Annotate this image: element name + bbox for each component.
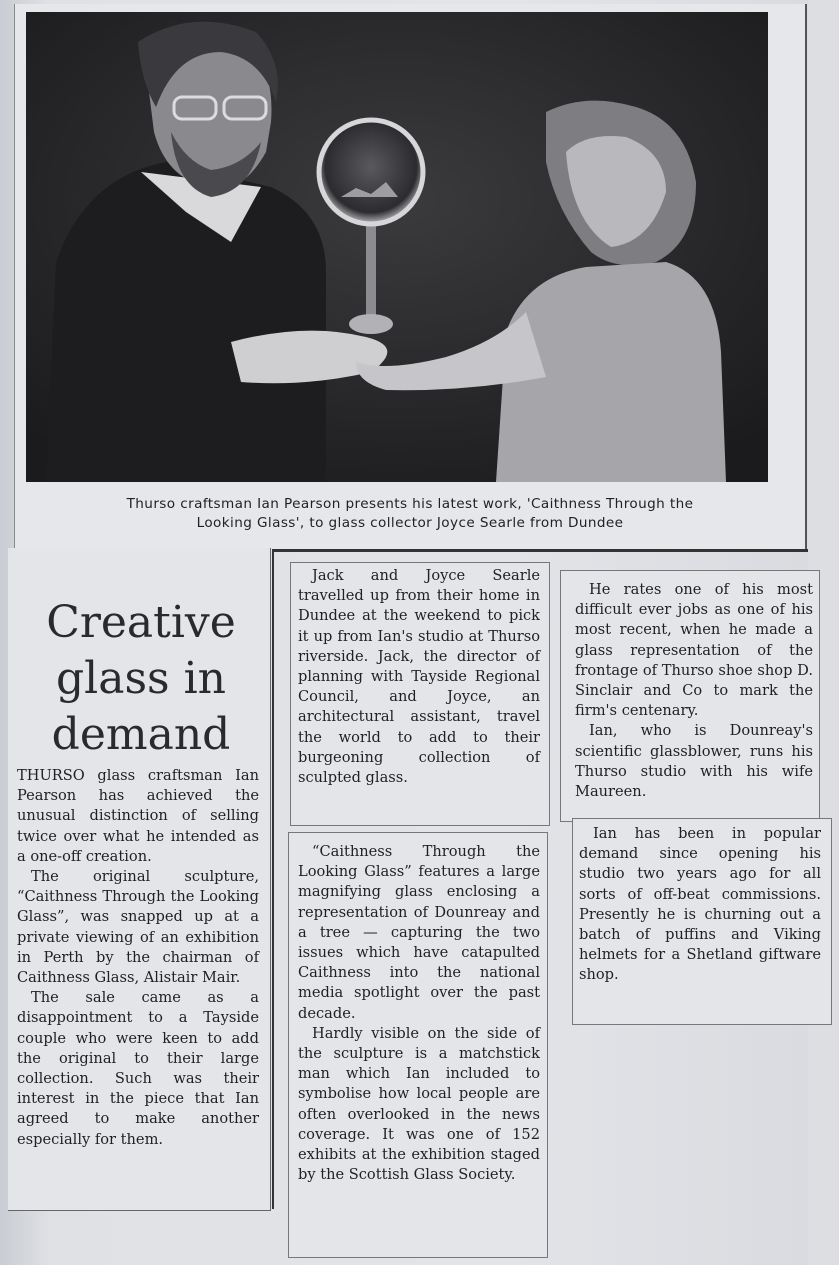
headline-line-2: glass in [55, 653, 227, 705]
divider-horizontal [272, 549, 808, 552]
column-1-paragraph-2: The original sculpture, “Caithness Through the Looking Glass”, was snapped up at a private viewing of an exhibition in Perth by the chairman of Caithness Glass, Alistair Mair. [17, 868, 259, 987]
column-1-paragraph-1: THURSO glass craftsman Ian Pearson has achieved the unusual distinction of selling twice over what he intended as a one-off creation. [17, 767, 259, 865]
column-2-paragraph-1: Jack and Joyce Searle travelled up from their home in Dundee at the weekend to pick it up from Ian's studio at Thurso riverside. Jack, the director of planning with Tayside Regional Council, and Joyce, an architectural assistant, travel the world to add to their burgeoning collection of sculpted glass. [298, 567, 540, 787]
column-5-paragraph-1: Ian has been in popular demand since opening his studio two years ago for all sorts of off-beat commissions. Presently he is churning out a batch of puffins and Viking helmets for a Shetland giftware shop. [579, 825, 821, 984]
divider-vertical [272, 549, 274, 1209]
article-column-3 [298, 842, 540, 1185]
headline-line-1: Creative [46, 597, 236, 649]
article-headline [20, 595, 262, 763]
column-4-paragraph-2: Ian, who is Dounreay's scientific glassblower, runs his Thurso studio with his wife Maureen. [575, 722, 813, 801]
headline-line-3: demand [51, 709, 231, 761]
news-photograph [26, 12, 768, 482]
caption-line-2: Looking Glass', to glass collector Joyce Searle from Dundee [196, 515, 624, 531]
column-1-paragraph-3: The sale came as a disappointment to a Tayside couple who were keen to add the original to their large collection. Such was their interest in the piece that Ian agreed to make another especially for them. [17, 989, 259, 1148]
photo-caption [22, 495, 798, 533]
article-column-2 [298, 566, 540, 788]
column-3-paragraph-2: Hardly visible on the side of the sculpture is a matchstick man which Ian included to symbolise how local people are often overlooked in the news coverage. It was one of 152 exhibits at the exhibition staged by the Scottish Glass Society. [298, 1024, 540, 1184]
caption-line-1: Thurso craftsman Ian Pearson presents his latest work, 'Caithness Through the [126, 496, 694, 512]
column-3-paragraph-1: “Caithness Through the Looking Glass” features a large magnifying glass enclosing a representation of Dounreay and a tree — capturing the two issues which have catapulted Caithness into the national media spotlight over the past decade. [298, 843, 540, 1022]
column-4-paragraph-1: He rates one of his most difficult ever jobs as one of his most recent, when he made a glass representation of the frontage of Thurso shoe shop D. Sinclair and Co to mark the firm's centenary. [575, 581, 813, 720]
article-column-1 [17, 766, 259, 1150]
article-column-5 [579, 824, 821, 986]
photo-illustration [26, 12, 768, 482]
article-column-4 [575, 580, 813, 802]
